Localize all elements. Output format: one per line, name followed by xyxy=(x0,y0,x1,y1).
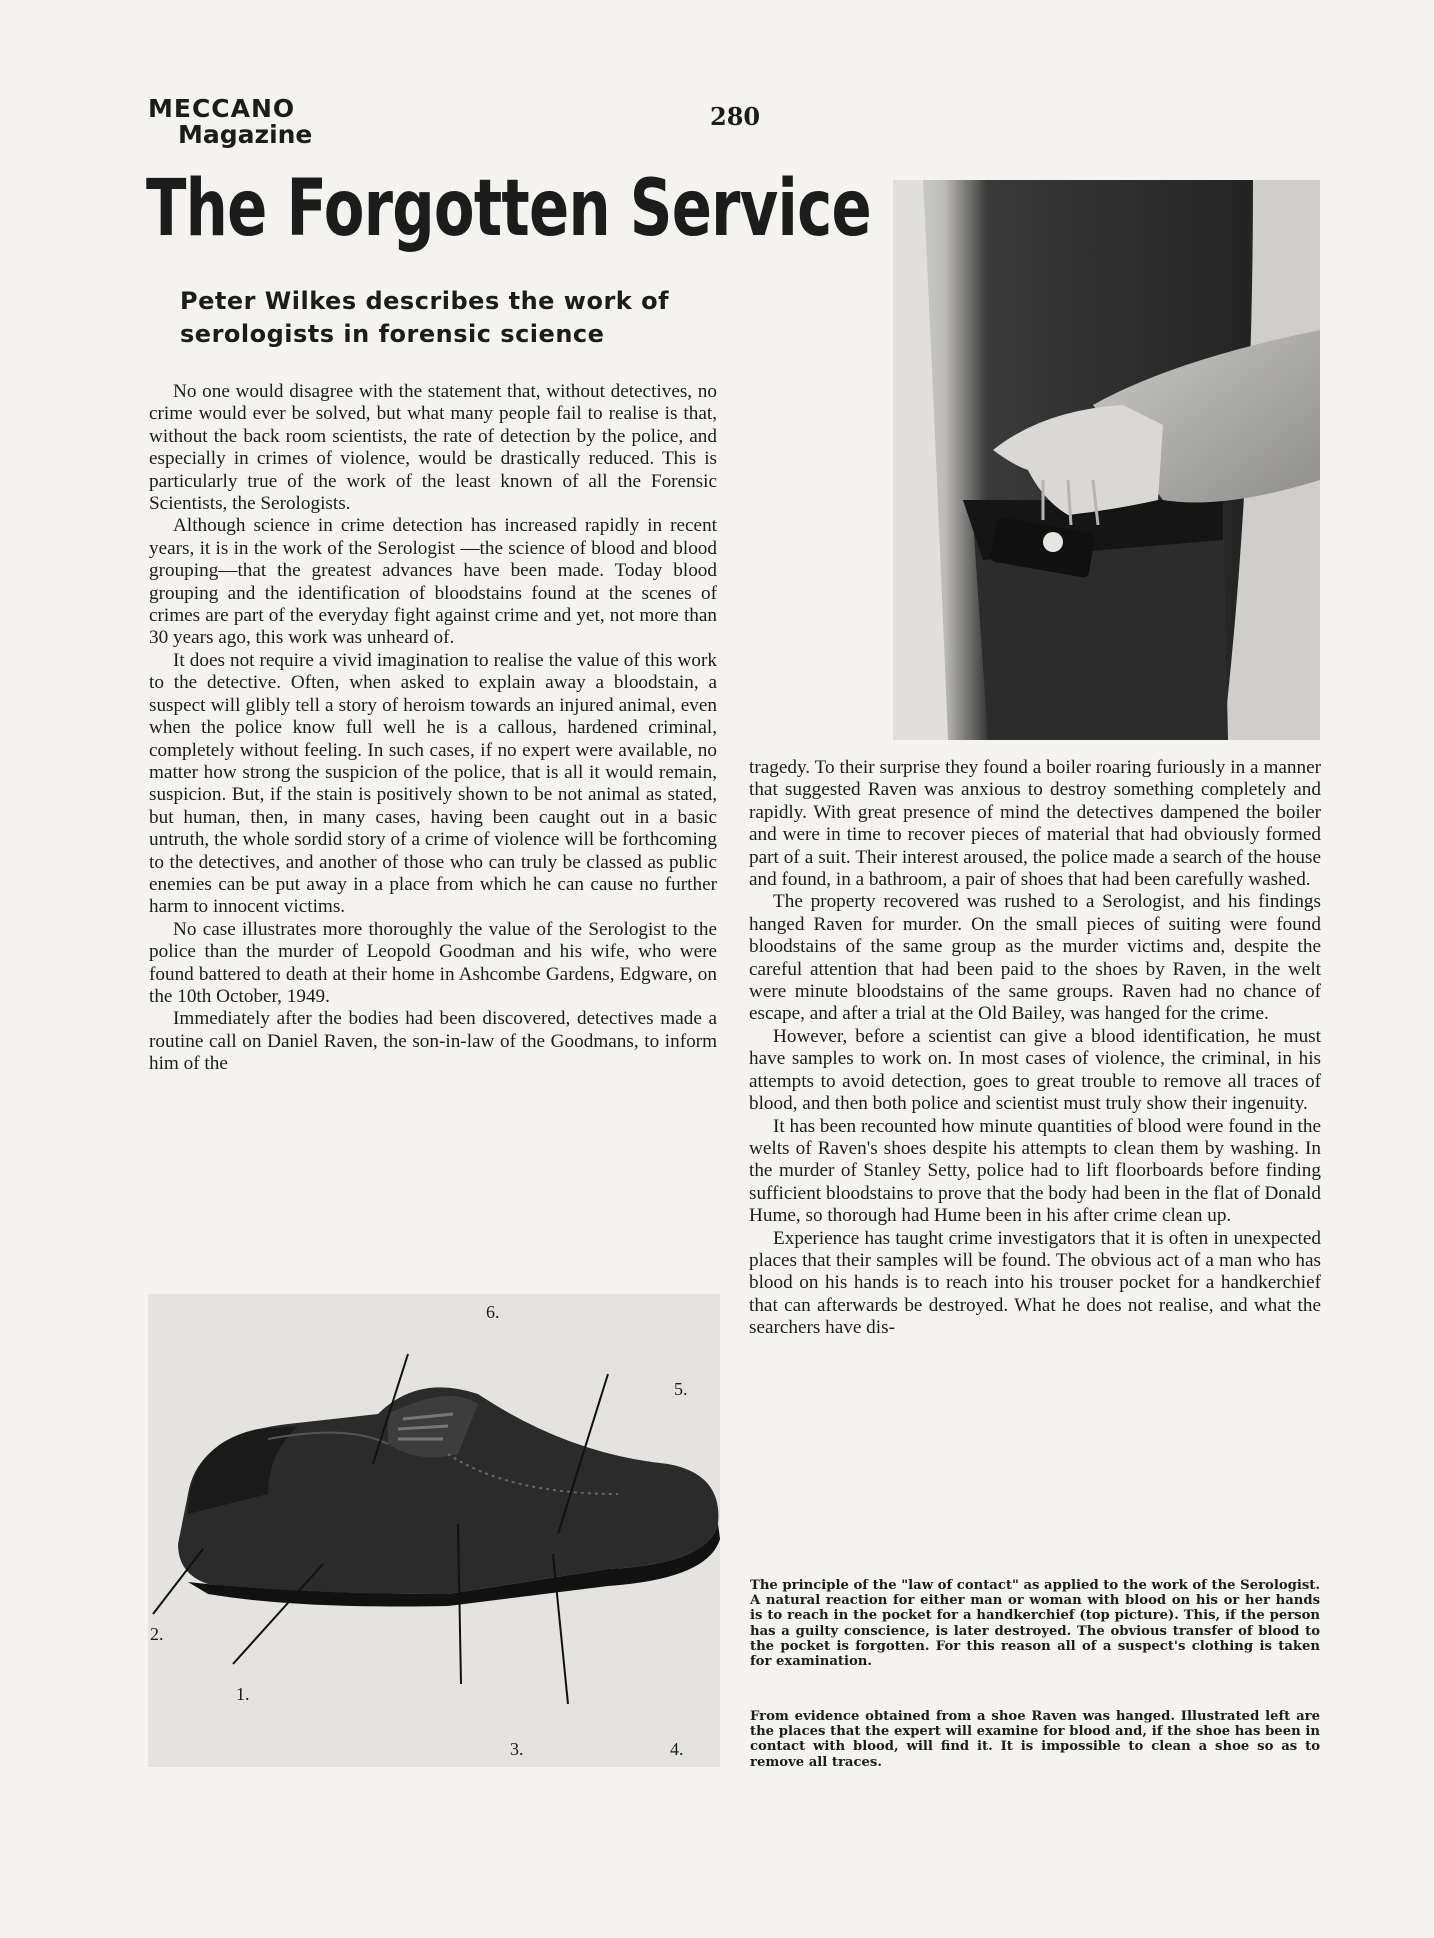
paragraph: However, before a scientist can give a blood identification, he must have samples to work on. In most cases of violence, the criminal, in his attempts to avoid detection, goes to great trouble to remove all traces of blood, and then both police and scientist must truly show their ingenuity. xyxy=(749,1025,1321,1115)
paragraph: Immediately after the bodies had been discovered, detectives made a routine call on Daniel Raven, the son-in-law of the Goodmans, to inform him of the xyxy=(149,1008,717,1075)
shoe-label-5: 5. xyxy=(674,1379,688,1399)
masthead xyxy=(148,96,312,149)
article-subtitle xyxy=(180,285,740,351)
page-number: 280 xyxy=(710,102,761,131)
paragraph: It does not require a vivid imagination to realise the value of this work to the detective. Often, when asked to explain away a bloodstain, a suspect will glibly tell a story of heroism towards an injured animal, even when the police know full well he is a callous, hardened criminal, completely without feeling. In such cases, if no expert were available, no matter how strong the suspicion of the police, that is all it would remain, suspicion. But, if the stain is positively shown to be not animal as stated, but human, then, in many cases, having been caught out in a basic untruth, the whole sordid story of a crime of violence will be forthcoming to the detectives, and another of those who can truly be classed as public enemies can be put away in a place from which he can cause no further harm to innocent victims. xyxy=(149,649,717,918)
paragraph: Although science in crime detection has increased rapidly in recent years, it is in the work of the Serologist —the science of blood and blood grouping—that the greatest advances have been made. Today blood grouping and the identification of bloodstains found at the scenes of crimes are part of the everyday fight against crime and yet, not more than 30 years ago, this work was unheard of. xyxy=(149,515,717,649)
subtitle-line-2: serologists in forensic science xyxy=(180,320,605,349)
masthead-meccano: MECCANO xyxy=(148,94,296,123)
photo-hand-in-pocket xyxy=(893,180,1320,740)
shoe-label-4: 4. xyxy=(670,1739,684,1759)
paragraph: tragedy. To their surprise they found a boiler roaring furiously in a manner that suggested Raven was anxious to destroy something completely and rapidly. With great presence of mind the detectives dampened the boiler and were in time to recover pieces of material that had obviously formed part of a suit. Their interest aroused, the police made a search of the house and found, in a bathroom, a pair of shoes that had been carefully washed. xyxy=(749,757,1321,891)
subtitle-line-1: Peter Wilkes describes the work of xyxy=(180,287,670,315)
shoe-label-6: 6. xyxy=(486,1302,500,1322)
paragraph: The property recovered was rushed to a Serologist, and his findings hanged Raven for murder. On the small pieces of suiting were found bloodstains of the same group as the murder victims and, despite the careful attention that had been paid to the shoes by Raven, in the welt were minute bloodstains of the same groups. Raven had no chance of escape, and after a trial at the Old Bailey, was hanged for the crime. xyxy=(749,891,1321,1025)
article-column-right xyxy=(749,757,1321,1340)
caption-shoe-photo: From evidence obtained from a shoe Raven was hanged. Illustrated left are the places that the expert will examine for blood and, if the shoe has been in contact with blood, will find it. It is impossible to clean a shoe so as to remove all traces. xyxy=(750,1709,1320,1770)
masthead-magazine: Magazine xyxy=(178,120,313,150)
paragraph: Experience has taught crime investigators that it is often in unexpected places that their samples will be found. The obvious act of a man who has blood on his hands is to reach into his trouser pocket for a handkerchief that can afterwards be destroyed. What he does not realise, and what the searchers have dis- xyxy=(749,1227,1321,1339)
article-column-left xyxy=(149,381,717,1076)
shoe-label-1: 1. xyxy=(236,1684,250,1704)
paragraph: No one would disagree with the statement that, without detectives, no crime would ever be solved, but what many people fail to realise is that, without the back room scientists, the rate of detection by the police, and especially in crimes of violence, would be drastically reduced. This is particularly true of the work of the least known of all the Forensic Scientists, the Serologists. xyxy=(149,381,717,515)
caption-top-photo: The principle of the "law of contact" as applied to the work of the Serologist. A natural reaction for either man or woman with blood on his or her hands is to reach in the pocket for a handkerchief (top picture). This, if the person has a guilty conscience, is later destroyed. The obvious transfer of blood to the pocket is forgotten. For this reason all of a suspect's clothing is taken for examination. xyxy=(750,1578,1320,1670)
article-title: The Forgotten Service xyxy=(146,164,871,254)
shoe-label-2: 2. xyxy=(150,1624,164,1644)
paragraph: No case illustrates more thoroughly the value of the Serologist to the police than the murder of Leopold Goodman and his wife, who were found battered to death at their home in Ashcombe Gardens, Edgware, on the 10th October, 1949. xyxy=(149,918,717,1007)
shoe-label-3: 3. xyxy=(510,1739,524,1759)
photo-shoe xyxy=(148,1294,720,1767)
paragraph: It has been recounted how minute quantities of blood were found in the welts of Raven's shoes despite his attempts to clean them by washing. In the murder of Stanley Setty, police had to lift floorboards before finding sufficient bloodstains to prove that the body had been in the flat of Donald Hume, so thorough had Hume been in his after crime clean up. xyxy=(749,1115,1321,1227)
